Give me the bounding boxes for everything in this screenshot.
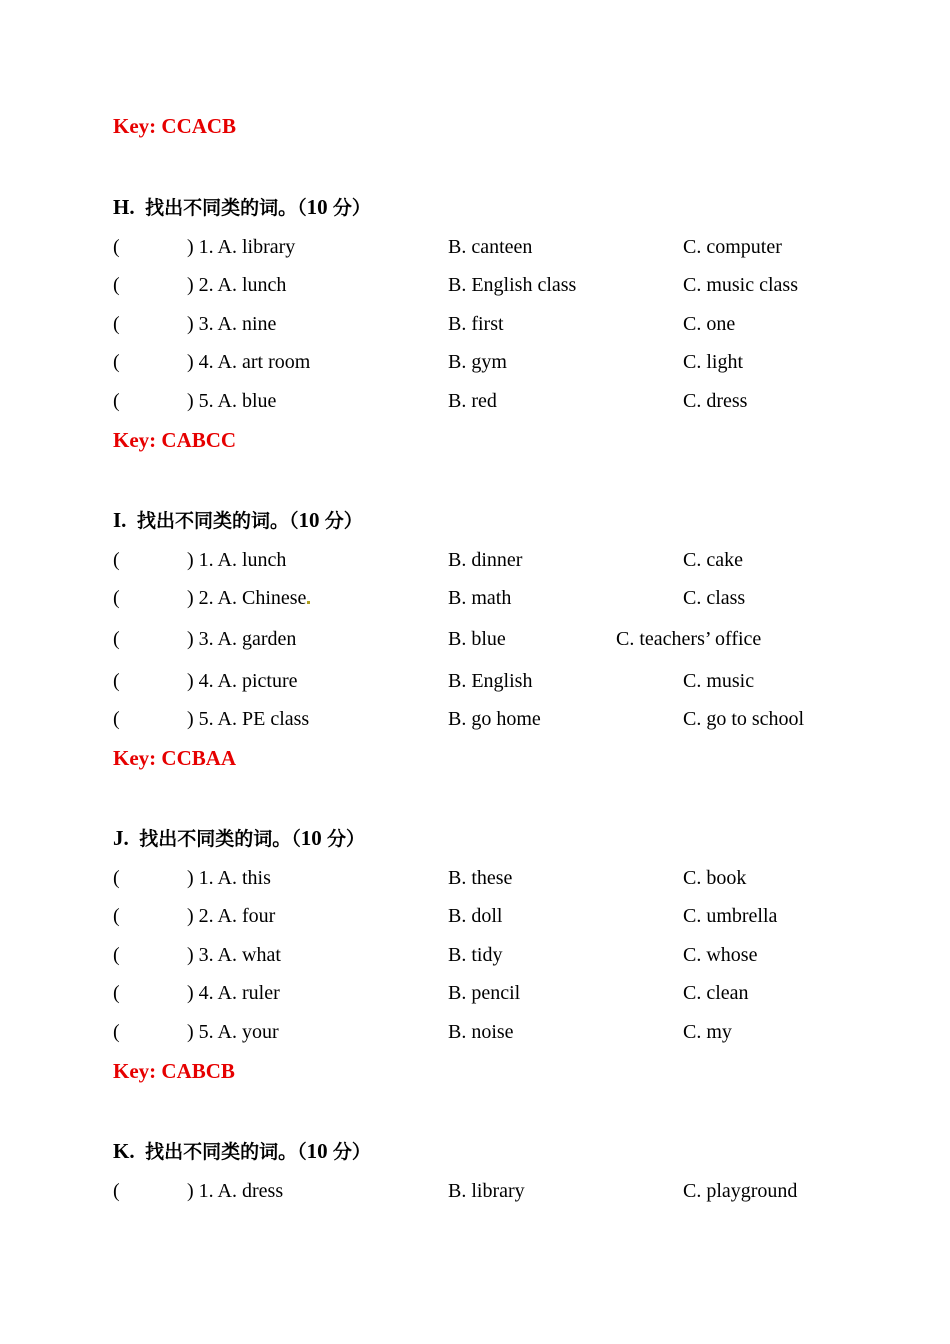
option-c: C. umbrella: [683, 905, 778, 927]
section-title: 找出不同类的词。（: [139, 828, 301, 850]
option-b: B. pencil: [448, 982, 521, 1004]
option-a-text: ) 2. A. Chinese: [187, 587, 307, 609]
option-b: B. math: [448, 587, 512, 609]
option-c: C. teachers’ office: [616, 628, 762, 650]
option-b: B. blue: [448, 628, 506, 650]
option-c: C. class: [683, 587, 746, 609]
option-b: B. tidy: [448, 944, 503, 966]
paren-open: (: [113, 549, 120, 571]
section-score: 10: [300, 826, 322, 850]
section-score-suffix: 分）: [332, 1141, 371, 1163]
section-heading-i: [113, 506, 363, 533]
answer-key-g: Key: CCACB: [113, 114, 237, 138]
option-a: ) 5. A. blue: [187, 390, 277, 412]
option-a: ) 1. A. this: [187, 867, 271, 889]
option-b: B. go home: [448, 708, 541, 730]
option-a: ) 3. A. what: [187, 944, 281, 966]
paren-open: (: [113, 708, 120, 730]
option-c: C. whose: [683, 944, 758, 966]
option-a: ) 4. A. picture: [187, 670, 298, 692]
section-score: 10: [306, 195, 328, 219]
paren-open: (: [113, 905, 120, 927]
option-c: C. computer: [683, 236, 782, 258]
option-c: C. cake: [683, 549, 743, 571]
option-b: B. first: [448, 313, 504, 335]
paren-open: (: [113, 982, 120, 1004]
paren-open: (: [113, 313, 120, 335]
paren-open: (: [113, 274, 120, 296]
option-b: B. doll: [448, 905, 503, 927]
paren-open: (: [113, 1021, 120, 1043]
paren-open: (: [113, 587, 120, 609]
option-c: C. one: [683, 313, 736, 335]
stray-dot: [307, 601, 310, 604]
section-score: 10: [298, 508, 320, 532]
option-a: [187, 587, 310, 613]
option-a: ) 2. A. lunch: [187, 274, 287, 296]
option-a: ) 5. A. PE class: [187, 708, 310, 730]
option-a: ) 3. A. nine: [187, 313, 277, 335]
option-c: C. clean: [683, 982, 749, 1004]
section-score-suffix: 分）: [327, 828, 366, 850]
section-heading-h: [113, 193, 371, 220]
paren-open: (: [113, 236, 120, 258]
option-b: B. library: [448, 1180, 525, 1202]
option-a: ) 1. A. lunch: [187, 549, 287, 571]
paren-open: (: [113, 628, 120, 650]
paren-open: (: [113, 1180, 120, 1202]
option-c: C. book: [683, 867, 747, 889]
paren-open: (: [113, 867, 120, 889]
section-title: 找出不同类的词。（: [145, 197, 307, 219]
option-b: B. dinner: [448, 549, 523, 571]
option-a: ) 2. A. four: [187, 905, 276, 927]
option-a: ) 5. A. your: [187, 1021, 279, 1043]
answer-key-i: Key: CCBAA: [113, 746, 237, 770]
option-c: C. light: [683, 351, 744, 373]
option-c: C. music: [683, 670, 755, 692]
option-b: B. English class: [448, 274, 577, 296]
option-b: B. noise: [448, 1021, 514, 1043]
section-heading-j: [113, 824, 365, 851]
section-title: 找出不同类的词。（: [145, 1141, 307, 1163]
option-a: ) 1. A. library: [187, 236, 296, 258]
section-letter: H.: [113, 195, 135, 219]
answer-key-j: Key: CABCB: [113, 1059, 235, 1083]
option-c: C. music class: [683, 274, 798, 296]
option-a: ) 1. A. dress: [187, 1180, 284, 1202]
section-score-suffix: 分）: [324, 510, 363, 532]
option-b: B. canteen: [448, 236, 533, 258]
section-score-suffix: 分）: [332, 197, 371, 219]
option-b: B. gym: [448, 351, 507, 373]
section-letter: J.: [113, 826, 129, 850]
option-c: C. playground: [683, 1180, 798, 1202]
option-b: B. English: [448, 670, 533, 692]
section-title: 找出不同类的词。（: [136, 510, 299, 532]
option-c: C. my: [683, 1021, 732, 1043]
option-a: ) 3. A. garden: [187, 628, 297, 650]
paren-open: (: [113, 944, 120, 966]
option-a: ) 4. A. ruler: [187, 982, 280, 1004]
paren-open: (: [113, 390, 120, 412]
answer-key-h: Key: CABCC: [113, 428, 237, 452]
option-b: B. red: [448, 390, 497, 412]
paren-open: (: [113, 670, 120, 692]
option-a: ) 4. A. art room: [187, 351, 311, 373]
paren-open: (: [113, 351, 120, 373]
option-c: C. go to school: [683, 708, 805, 730]
option-b: B. these: [448, 867, 513, 889]
section-letter: I.: [113, 508, 127, 532]
option-c: C. dress: [683, 390, 748, 412]
section-heading-k: [113, 1137, 371, 1164]
section-letter: K.: [113, 1139, 135, 1163]
section-score: 10: [306, 1139, 328, 1163]
